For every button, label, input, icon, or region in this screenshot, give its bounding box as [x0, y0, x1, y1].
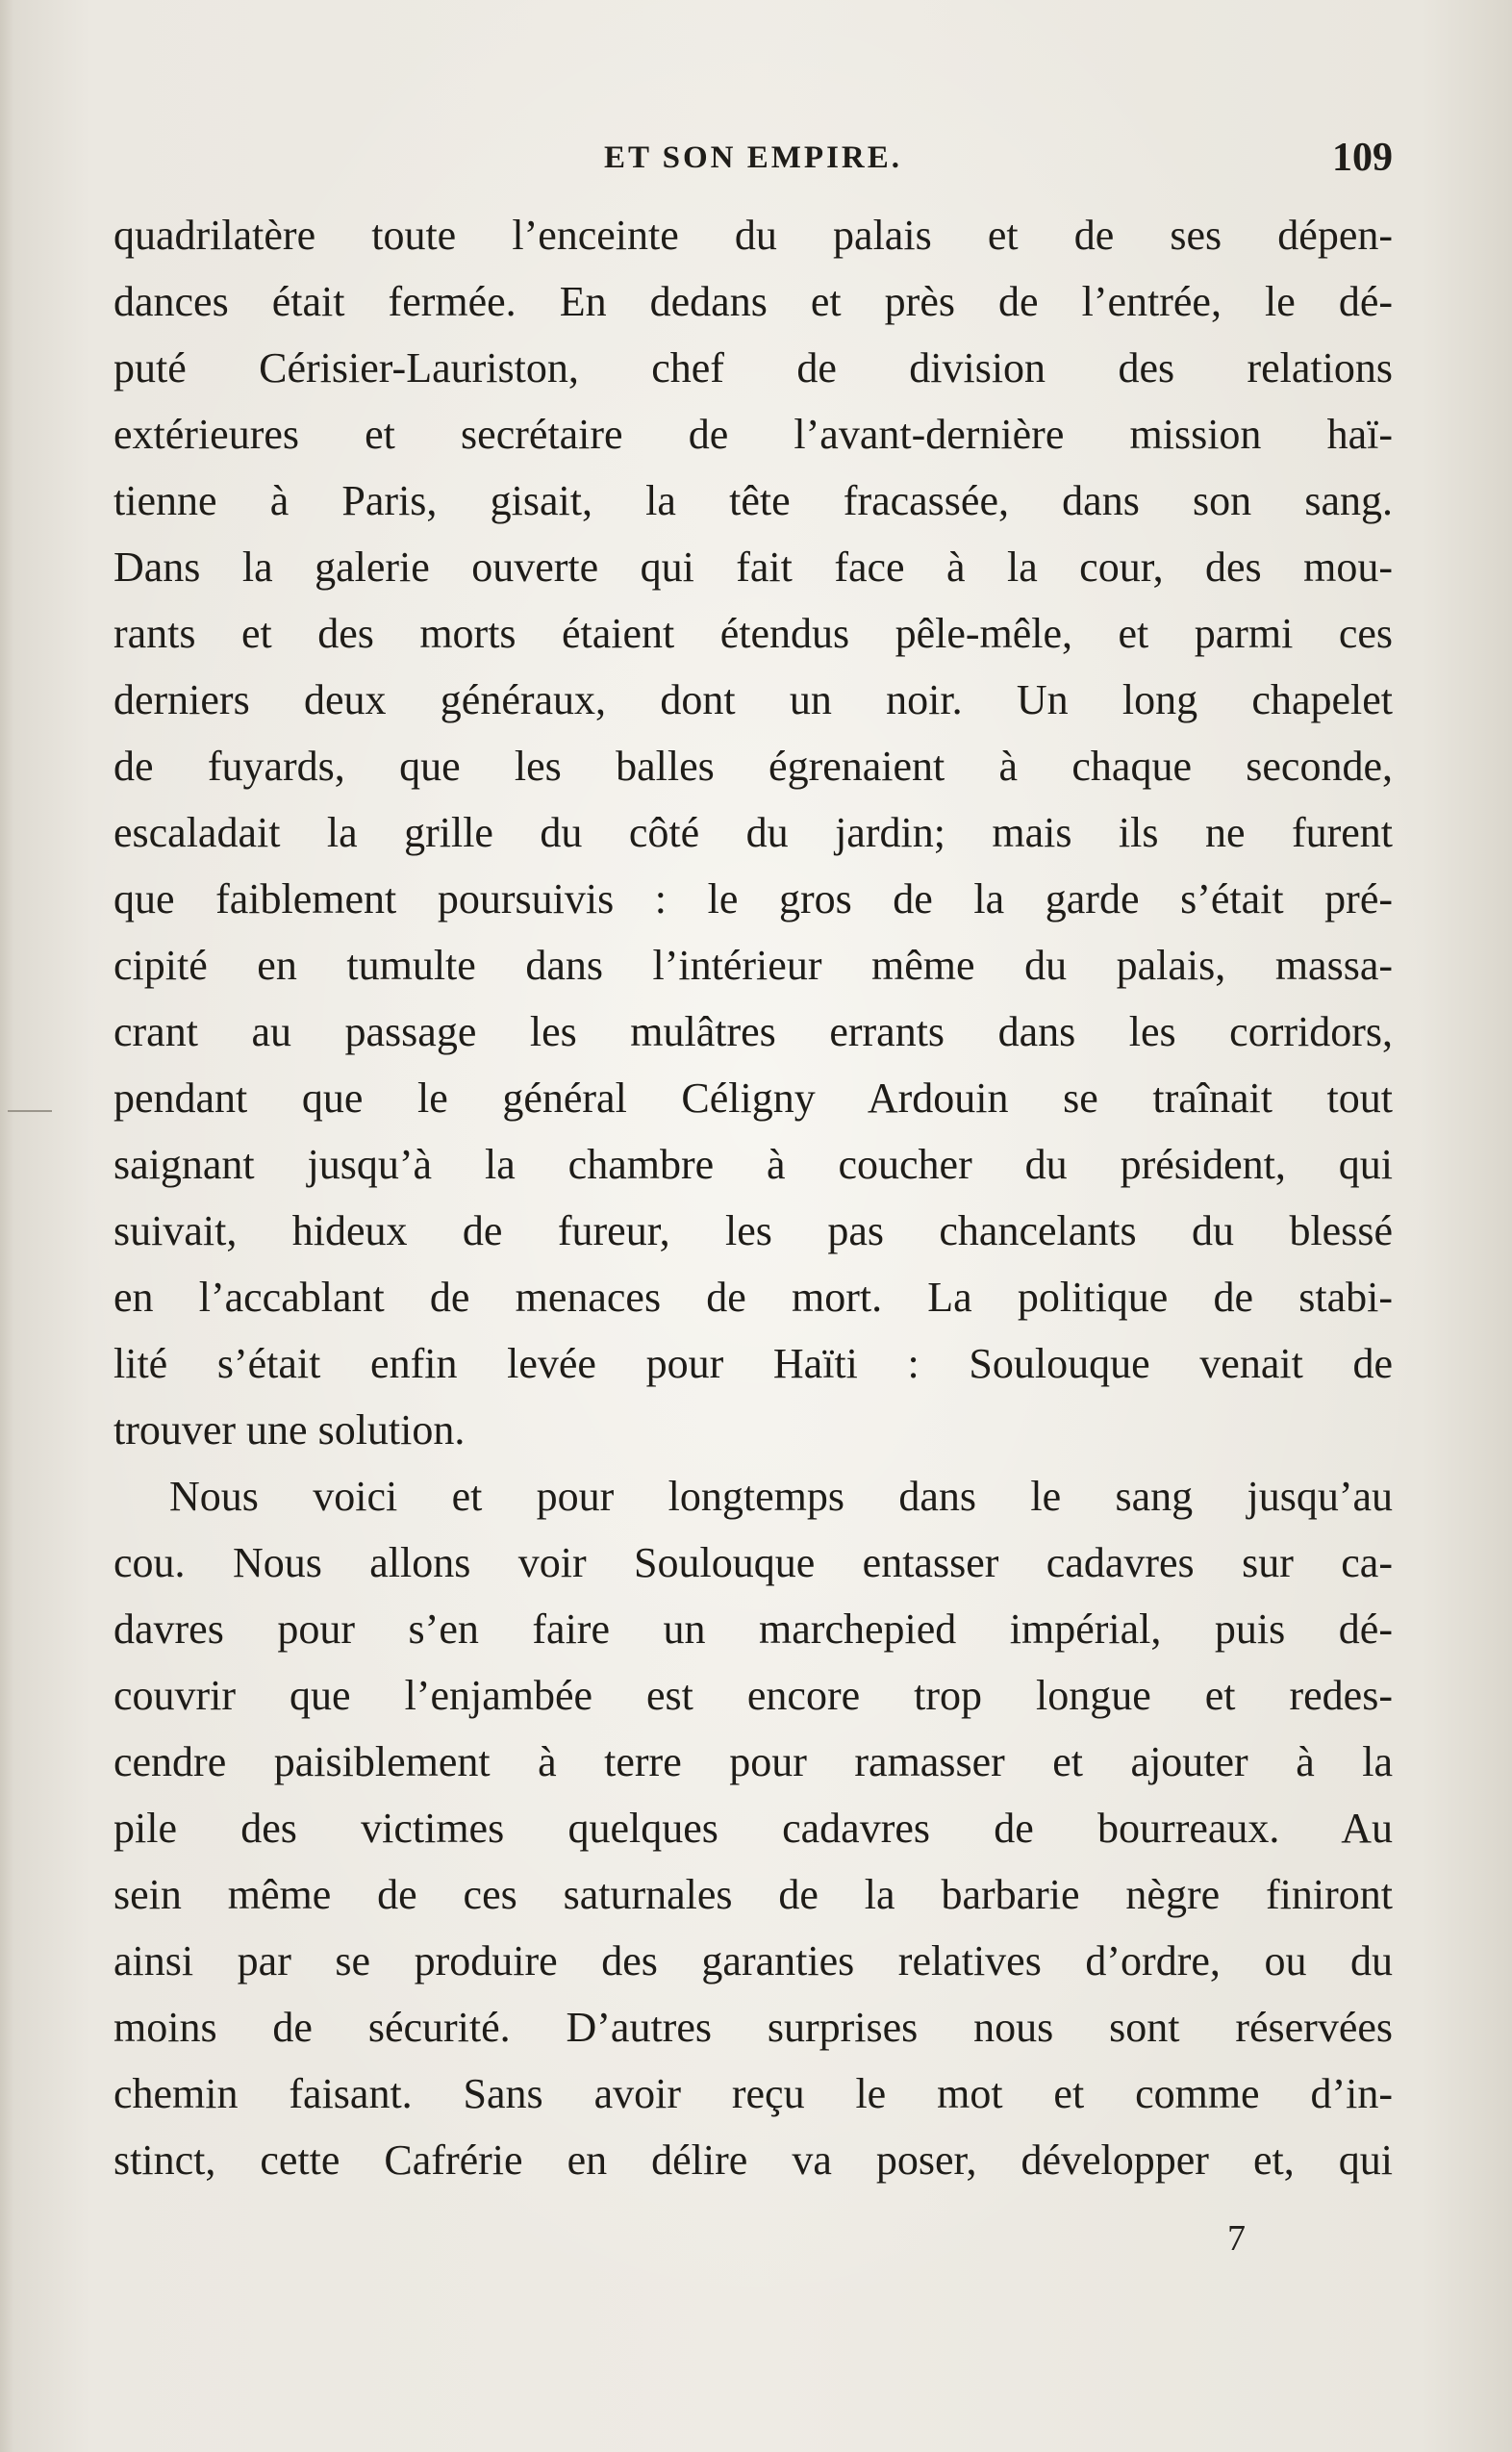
text-line: trouver une solution. [113, 1406, 466, 1454]
text-line: lité s’était enfin levée pour Haïti : Soulouque venait de [113, 1340, 1393, 1387]
text-line: pendant que le général Céligny Ardouin se traînait tout [113, 1074, 1393, 1122]
margin-mark [8, 1110, 52, 1112]
text-line: saignant jusqu’à la chambre à coucher du président, qui [113, 1141, 1393, 1188]
text-line: couvrir que l’enjambée est encore trop longue et redes- [113, 1672, 1393, 1719]
text-line: ainsi par se produire des garanties relatives d’ordre, ou du [113, 1937, 1393, 1984]
signature-mark: 7 [1227, 2218, 1246, 2259]
text-line: en l’accablant de menaces de mort. La politique de stabi- [113, 1274, 1393, 1321]
text-line: de fuyards, que les balles égrenaient à chaque seconde, [113, 743, 1393, 790]
text-line: derniers deux généraux, dont un noir. Un long chapelet [113, 676, 1393, 723]
text-line: puté Cérisier-Lauriston, chef de division des relations [113, 344, 1393, 392]
text-line: que faiblement poursuivis : le gros de la garde s’était pré- [113, 875, 1393, 923]
text-line: cipité en tumulte dans l’intérieur même du palais, massa- [113, 942, 1393, 989]
text-line: moins de sécurité. D’autres surprises nous sont réservées [113, 2004, 1393, 2051]
body-text [113, 202, 1393, 2193]
text-line: rants et des morts étaient étendus pêle-mêle, et parmi ces [113, 610, 1393, 657]
page-edge-shadow [0, 0, 13, 2452]
text-line: suivait, hideux de fureur, les pas chancelants du blessé [113, 1207, 1393, 1254]
text-line: stinct, cette Cafrérie en délire va poser, développer et, qui [113, 2136, 1393, 2184]
page-number: 109 [1332, 136, 1393, 180]
text-line: Nous voici et pour longtemps dans le sang jusqu’au [169, 1473, 1393, 1520]
running-title: ET SON EMPIRE. [603, 140, 903, 175]
text-line: cou. Nous allons voir Soulouque entasser cadavres sur ca- [113, 1539, 1393, 1586]
text-line: crant au passage les mulâtres errants dans les corridors, [113, 1008, 1393, 1055]
text-line: quadrilatère toute l’enceinte du palais et de ses dépen- [113, 212, 1393, 259]
text-line: tienne à Paris, gisait, la tête fracassée, dans son sang. [113, 477, 1393, 524]
text-line: dances était fermée. En dedans et près de l’entrée, le dé- [113, 278, 1393, 325]
text-line: davres pour s’en faire un marchepied impérial, puis dé- [113, 1605, 1393, 1653]
text-line: extérieures et secrétaire de l’avant-dernière mission haï- [113, 411, 1393, 458]
text-line: Dans la galerie ouverte qui fait face à la cour, des mou- [113, 543, 1393, 591]
text-line: pile des victimes quelques cadavres de bourreaux. Au [113, 1805, 1393, 1852]
text-line: chemin faisant. Sans avoir reçu le mot et comme d’in- [113, 2070, 1393, 2117]
running-head [113, 135, 1393, 192]
text-line: sein même de ces saturnales de la barbarie nègre finiront [113, 1871, 1393, 1918]
text-line: cendre paisiblement à terre pour ramasser et ajouter à la [113, 1738, 1393, 1785]
text-line: escaladait la grille du côté du jardin; mais ils ne furent [113, 809, 1393, 856]
